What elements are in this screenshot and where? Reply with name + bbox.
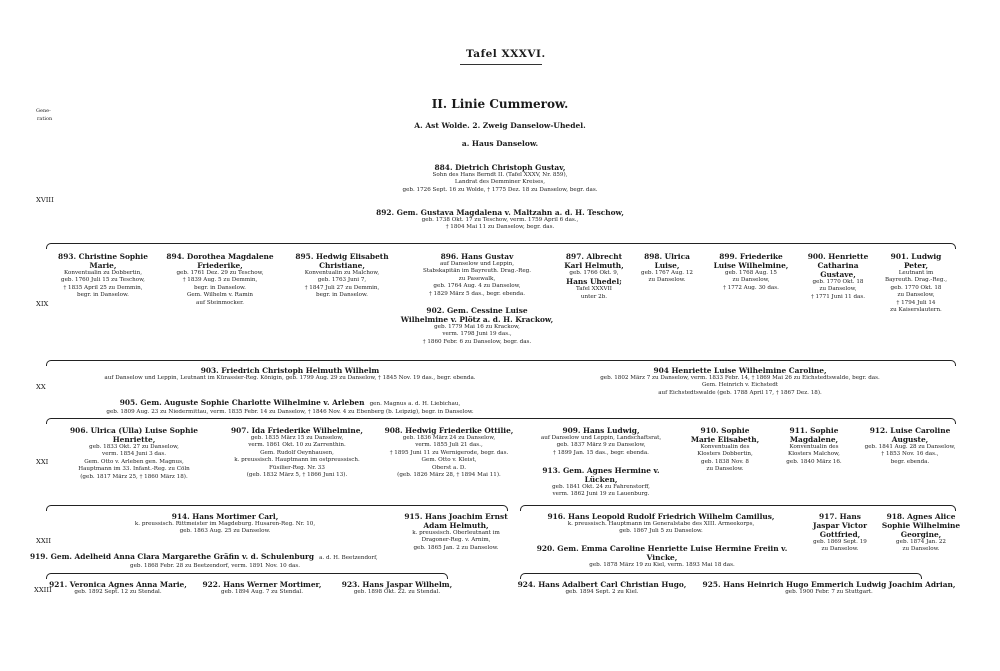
person-detail: zu Danselow,	[732, 277, 770, 284]
person-922	[196, 580, 328, 596]
generation-xviii: XVIII	[36, 196, 54, 204]
person-909	[526, 426, 676, 457]
person-name: Gottfried,	[819, 530, 861, 539]
person-name: 893. Christine Sophie	[58, 252, 148, 261]
person-detail: Klosters Malchow,	[788, 451, 840, 458]
person-detail: Gem. Heinrich v. Eichstedt	[701, 382, 779, 389]
person-899	[702, 252, 800, 292]
person-name: 903. Friedrich Christoph Helmuth Wilhelm	[200, 366, 380, 375]
person-detail: Bayreuth. Drag.-Reg.,	[884, 277, 947, 284]
person-name: 913. Gem. Agnes Hermine v. Lücken,	[542, 466, 660, 484]
generation-xxiii: XXIII	[34, 586, 52, 594]
person-detail: † 1847 Juli 27 zu Demmin,	[304, 284, 380, 291]
person-896	[402, 252, 552, 298]
person-name: 898. Ulrica	[644, 252, 690, 261]
person-detail: geb. 1738 Okt. 17 zu Teschow, verm. 1759 April 6 das.,	[421, 217, 579, 223]
person-detail: k. preussisch. Hauptmann im Generalstabe des XIII. Armeekorps,	[567, 521, 755, 527]
person-detail: geb. 1894 Sept. 2 zu Kiel.	[565, 589, 639, 595]
person-895	[290, 252, 394, 300]
person-detail: Konventualin zu Malchow,	[304, 270, 380, 276]
person-detail: † 1899 Jan. 15 das., begr. ebenda.	[553, 449, 649, 456]
person-detail: auf Steinmocker.	[196, 299, 244, 306]
generation-label-1: Gene-	[36, 108, 51, 114]
person-name: Georgine,	[900, 530, 942, 539]
person-name: Karl Helmuth,	[564, 261, 624, 270]
person-detail: geb. 1763 Juni 7,	[317, 277, 367, 284]
person-902	[396, 306, 558, 346]
person-detail: begr. in Danselow.	[77, 292, 129, 299]
person-name: 910. Sophie	[700, 426, 750, 435]
person-detail: Tafel XXXVII	[576, 286, 612, 293]
person-name: Friederike,	[197, 261, 243, 270]
person-detail: Dragoner-Reg. v. Arnim,	[421, 537, 491, 544]
person-detail: geb. 1869 Sept. 19	[813, 539, 867, 545]
person-918	[880, 512, 962, 554]
person-detail: geb. 1835 März 15 zu Danselow,	[250, 435, 344, 441]
person-detail: † 1853 Nov. 16 das.,	[881, 451, 939, 458]
plate-title: Tafel XXXVI.	[466, 48, 546, 60]
person-detail: begr. ebenda.	[890, 458, 930, 465]
person-detail: geb. 1802 März 7 zu Danselow, verm. 1833 Febr. 14, † 1869 Mai 26 zu Eichstedtswalde, begr. das.	[600, 375, 880, 381]
person-detail: geb. 1726 Sept. 16 zu Wolde, † 1775 Dez. 18 zu Danselow, begr. das.	[402, 186, 598, 193]
person-detail: † 1835 April 25 zu Demmin,	[63, 284, 143, 291]
person-884	[330, 163, 670, 194]
generation-xxii-brace-right	[520, 505, 956, 511]
person-detail: verm. 1862 Juni 19 zu Lauenburg.	[552, 491, 650, 498]
person-detail: † 1794 Juli 14	[896, 299, 936, 306]
person-detail: Klosters Dobbertin,	[697, 451, 753, 458]
person-detail: geb. 1841 Okt. 24 zu Fahrenstorff,	[552, 484, 650, 490]
person-detail: geb. 1840 März 16.	[786, 458, 842, 465]
person-detail: geb. 1836 März 24 zu Danselow,	[402, 435, 496, 441]
person-898	[636, 252, 698, 285]
person-detail: k. preussisch. Oberleutnant im	[412, 530, 500, 536]
generation-xxiii-brace-left	[46, 573, 448, 579]
person-detail: geb. 1779 Mai 16 zu Krackow,	[434, 324, 520, 330]
person-detail: Gem. Otto v. Kleist,	[421, 457, 477, 464]
person-name: 906. Ulrica (Ulla) Luise Sophie Henriette,	[70, 426, 198, 444]
person-detail: begr. in Danselow.	[316, 292, 368, 299]
person-detail: geb. 1809 Aug. 23 zu Niedermittau, verm. 1835 Febr. 14 zu Danselow, † 1846 Nov. 4 zu Ebenberg (b. Leipzig), begr. in Danselow.	[106, 409, 474, 415]
person-detail: geb. 1766 Okt. 9,	[569, 270, 619, 276]
person-910	[680, 426, 770, 474]
person-detail: Oberst a. D.	[431, 464, 466, 471]
person-924	[510, 580, 694, 596]
person-detail: geb. 1760 Juli 15 zu Teschow,	[61, 277, 145, 284]
person-903	[60, 366, 520, 382]
person-detail: begr. in Danselow.	[194, 284, 246, 291]
person-name: 909. Hans Ludwig,	[562, 426, 640, 435]
person-name: 912. Luise Caroline	[869, 426, 951, 435]
generation-xx: XX	[36, 383, 46, 391]
person-908	[374, 426, 524, 479]
person-detail: auf Danselow und Leppin, Leutnant im Kürassier-Reg. Königin, geb. 1799 Aug. 29 zu Danselow, † 1845 Nov. 19 das., begr. ebenda.	[104, 375, 476, 381]
person-name: Adam Helmuth,	[423, 521, 489, 530]
person-detail: Hauptmann im 33. Infant.-Reg. zu Cöln	[78, 466, 190, 473]
person-detail: geb. 1767 Aug. 12	[641, 270, 693, 276]
person-name: Magdalene,	[789, 435, 839, 444]
generation-xix-brace	[46, 243, 956, 249]
person-name: 917. Hans	[819, 512, 861, 521]
person-901	[878, 252, 954, 314]
generation-xxi-brace	[46, 418, 956, 424]
person-name: Marie Elisabeth,	[690, 435, 760, 444]
person-detail: † 1839 Aug. 5 zu Demmin,	[182, 277, 258, 284]
house-heading: a. Haus Danselow.	[461, 139, 539, 148]
person-detail: k. preussisch. Rittmeister im Magdeburg. Husaren-Reg. Nr. 10,	[134, 521, 316, 527]
person-detail: zu Kaiserslautern.	[890, 307, 942, 314]
person-detail: auf Danselow und Leppin,	[439, 261, 515, 267]
person-923	[334, 580, 460, 596]
person-name: 892. Gem. Gustava Magdalena v. Maltzahn a. d. H. Teschow,	[376, 208, 624, 217]
person-detail: geb. 1838 Nov. 8	[701, 458, 749, 465]
person-name: 901. Ludwig Peter,	[890, 252, 942, 270]
person-detail: k. preussisch. Hauptmann im ostpreussisch.	[234, 457, 360, 464]
generation-xxi: XXI	[36, 458, 49, 466]
person-detail: unter 2b.	[580, 293, 608, 300]
person-name: 914. Hans Mortimer Carl,	[171, 512, 279, 521]
person-detail: geb. 1768 Aug. 15	[725, 270, 777, 276]
person-911	[772, 426, 856, 466]
person-name: 897. Albrecht	[565, 252, 623, 261]
person-897	[556, 252, 632, 301]
person-name: Sophie Wilhelmine	[881, 521, 961, 530]
person-name: 902. Gem. Cessine Luise	[426, 306, 528, 315]
person-detail: geb. 1894 Aug. 7 zu Stendal.	[221, 589, 303, 595]
person-detail: Stabskapitän im Bayreuth. Drag.-Reg.	[422, 268, 532, 275]
person-detail: Konventualin zu Dobbertin,	[64, 270, 142, 276]
person-name: 905. Gem. Auguste Sophie Charlotte Wilhelmine v. Arleben	[119, 398, 365, 407]
person-detail: a. d. H. Beetzendorf,	[319, 555, 378, 561]
person-detail: † 1829 März 5 das., begr. ebenda.	[428, 290, 526, 297]
person-detail: geb. 1874 Jan. 22	[896, 539, 946, 545]
person-892	[310, 208, 690, 232]
person-900	[800, 252, 876, 301]
person-name: 907. Ida Friederike Wilhelmine,	[231, 426, 363, 435]
person-916	[526, 512, 796, 536]
person-detail: (geb. 1826 März 28, † 1894 Mai 11).	[397, 472, 501, 479]
person-detail: auf Danselow und Leppin, Landschaftsrat,	[540, 435, 662, 441]
person-name: 925. Hans Heinrich Hugo Emmerich Ludwig Joachim Adrian,	[702, 580, 956, 589]
person-detail: geb. 1878 März 19 zu Kiel, verm. 1893 Mai 18 das.	[589, 562, 735, 568]
person-907	[222, 426, 372, 479]
person-detail: zu Danselow,	[897, 292, 935, 299]
person-detail: geb. 1761 Dez. 29 zu Teschow,	[176, 270, 264, 276]
person-name: Christiane,	[319, 261, 365, 270]
person-detail: geb. 1868 Febr. 28 zu Beetzendorf, verm. 1891 Nov. 10 das.	[129, 563, 301, 569]
person-detail: geb. 1833 Okt. 27 zu Danselow,	[89, 444, 179, 450]
person-name: 915. Hans Joachim Ernst	[404, 512, 508, 521]
person-detail: † 1895 Juni 11 zu Wernigerode, begr. das.	[389, 449, 509, 456]
person-detail: (geb. 1817 März 25, † 1860 März 18).	[80, 473, 188, 480]
person-detail: verm. 1861 Okt. 10 zu Zarrenthin.	[248, 442, 346, 449]
person-detail: zu Danselow.	[648, 277, 686, 284]
person-name: 896. Hans Gustav	[440, 252, 514, 261]
title-underline	[460, 64, 542, 65]
person-893	[48, 252, 158, 300]
person-name: 899. Friederike	[719, 252, 783, 261]
person-detail: geb. 1892 Sept. 12 zu Stendal.	[74, 589, 162, 595]
person-detail: gen. Magnus a. d. H. Liebichau,	[369, 401, 461, 407]
person-detail: zu Danselow.	[821, 546, 859, 553]
person-name: 924. Hans Adalbert Carl Christian Hugo,	[517, 580, 687, 589]
person-detail: Landrat des Demminer Kreises,	[454, 179, 546, 186]
person-name: Marie,	[89, 261, 117, 270]
person-detail: † 1804 Mai 11 zu Danselow, begr. das.	[445, 224, 555, 231]
branch-heading: A. Ast Wolde. 2. Zweig Danselow-Uhedel.	[414, 121, 586, 130]
person-detail: † 1860 Febr. 6 zu Danselow, begr. das.	[422, 338, 532, 345]
person-name: 920. Gem. Emma Caroline Henriette Luise Hermine Freiin v. Vincke,	[536, 544, 788, 562]
person-name: Luise,	[654, 261, 680, 270]
person-name: Auguste,	[891, 435, 929, 444]
person-detail: (geb. 1832 März 5, † 1866 Juni 13).	[246, 472, 348, 479]
person-925	[694, 580, 964, 596]
generation-xxii: XXII	[36, 537, 52, 545]
person-name: 911. Sophie	[789, 426, 839, 435]
generation-xix: XIX	[36, 300, 49, 308]
person-detail: Leutnant im	[898, 270, 934, 276]
person-name: Jaspar Victor	[812, 521, 868, 530]
person-detail: Konventualin des	[789, 444, 839, 450]
person-detail: † 1771 Juni 11 das.	[810, 293, 866, 300]
person-915	[396, 512, 516, 552]
person-912	[860, 426, 960, 466]
person-detail: zu Danselow,	[819, 286, 857, 293]
person-920	[522, 544, 802, 569]
person-name: 918. Agnes Alice	[886, 512, 956, 521]
generation-label-2: ration	[37, 116, 53, 122]
person-detail: auf Eichstedtswalde (geb. 1788 April 17, † 1867 Dez. 18).	[658, 389, 822, 396]
person-detail: Gem. Otto v. Arleben gen. Magnus,	[84, 458, 184, 465]
person-detail: Füsilier-Reg. Nr. 33	[269, 464, 325, 471]
person-detail: zu Danselow.	[902, 546, 940, 553]
person-name: 919. Gem. Adelheid Anna Clara Margarethe Gräfin v. d. Schulenburg	[30, 552, 315, 561]
person-detail: geb. 1865 Jan. 2 zu Danselow.	[413, 544, 499, 551]
person-name: 904 Henriette Luise Wilhelmine Caroline,	[653, 366, 827, 375]
person-detail: geb. 1900 Febr. 7 zu Stuttgart.	[785, 589, 873, 595]
generation-xxiii-brace-right	[520, 573, 922, 579]
person-name: Catharina Gustave,	[817, 261, 859, 279]
person-917	[800, 512, 880, 554]
person-detail: geb. 1770 Okt. 18	[812, 279, 864, 285]
person-name: 894. Dorothea Magdalene	[166, 252, 274, 261]
person-914	[60, 512, 390, 536]
person-detail: verm. 1855 Juli 21 das.,	[415, 442, 483, 449]
person-detail: Sohn des Hans Berndt II. (Tafel XXXV, Nr. 859),	[432, 172, 568, 178]
line-heading: II. Linie Cummerow.	[431, 97, 569, 111]
person-detail: geb. 1867 Juli 5 zu Danselow.	[619, 528, 703, 535]
person-name: 900. Henriette	[807, 252, 869, 261]
person-detail: geb. 1764 Aug. 4 zu Danselow,	[433, 283, 521, 290]
person-detail: † 1772 Aug. 30 das.	[723, 284, 779, 291]
person-905	[60, 390, 520, 416]
person-detail: verm. 1854 Juni 3 das.	[102, 451, 166, 458]
person-894	[164, 252, 276, 307]
person-house: Hans Uhedel;	[566, 277, 622, 287]
person-detail: geb. 1863 Aug. 25 zu Danselow.	[179, 528, 271, 535]
person-921	[48, 580, 188, 596]
person-904	[530, 366, 950, 397]
person-name: Luise Wilhelmine,	[713, 261, 789, 270]
person-name: 916. Hans Leopold Rudolf Friedrich Wilhelm Camillus,	[547, 512, 775, 521]
person-906	[48, 426, 220, 481]
generation-xxii-brace-left	[46, 505, 508, 511]
person-detail: zu Danselow.	[706, 466, 744, 473]
person-detail: Gem. Rudolf Oeynhausen,	[260, 449, 334, 456]
person-913	[526, 466, 676, 499]
person-detail: Gem. Wilhelm v. Ramin	[186, 292, 254, 299]
person-name: 884. Dietrich Christoph Gustav,	[434, 163, 566, 172]
person-name: 895. Hedwig Elisabeth	[295, 252, 389, 261]
person-name: 922. Hans Werner Mortimer,	[202, 580, 322, 589]
person-detail: Konventualin des	[700, 444, 750, 450]
person-name: 908. Hedwig Friederike Ottilie,	[384, 426, 514, 435]
person-919	[30, 544, 400, 570]
person-detail: geb. 1841 Aug. 28 zu Danselow,	[864, 444, 956, 450]
person-name: 923. Hans Jaspar Wilhelm,	[341, 580, 453, 589]
person-detail: geb. 1898 Okt. 22. zu Stendal.	[353, 589, 441, 595]
person-name: 921. Veronica Agnes Anna Marie,	[49, 580, 187, 589]
person-detail: zu Pasewalk,	[458, 275, 496, 282]
person-name: Wilhelmine v. Plötz a. d. H. Krackow,	[400, 315, 554, 324]
person-detail: geb. 1770 Okt. 18	[890, 284, 942, 291]
person-detail: verm. 1798 Juni 19 das.,	[442, 331, 512, 338]
person-detail: geb. 1837 März 9 zu Danselow,	[556, 442, 646, 449]
